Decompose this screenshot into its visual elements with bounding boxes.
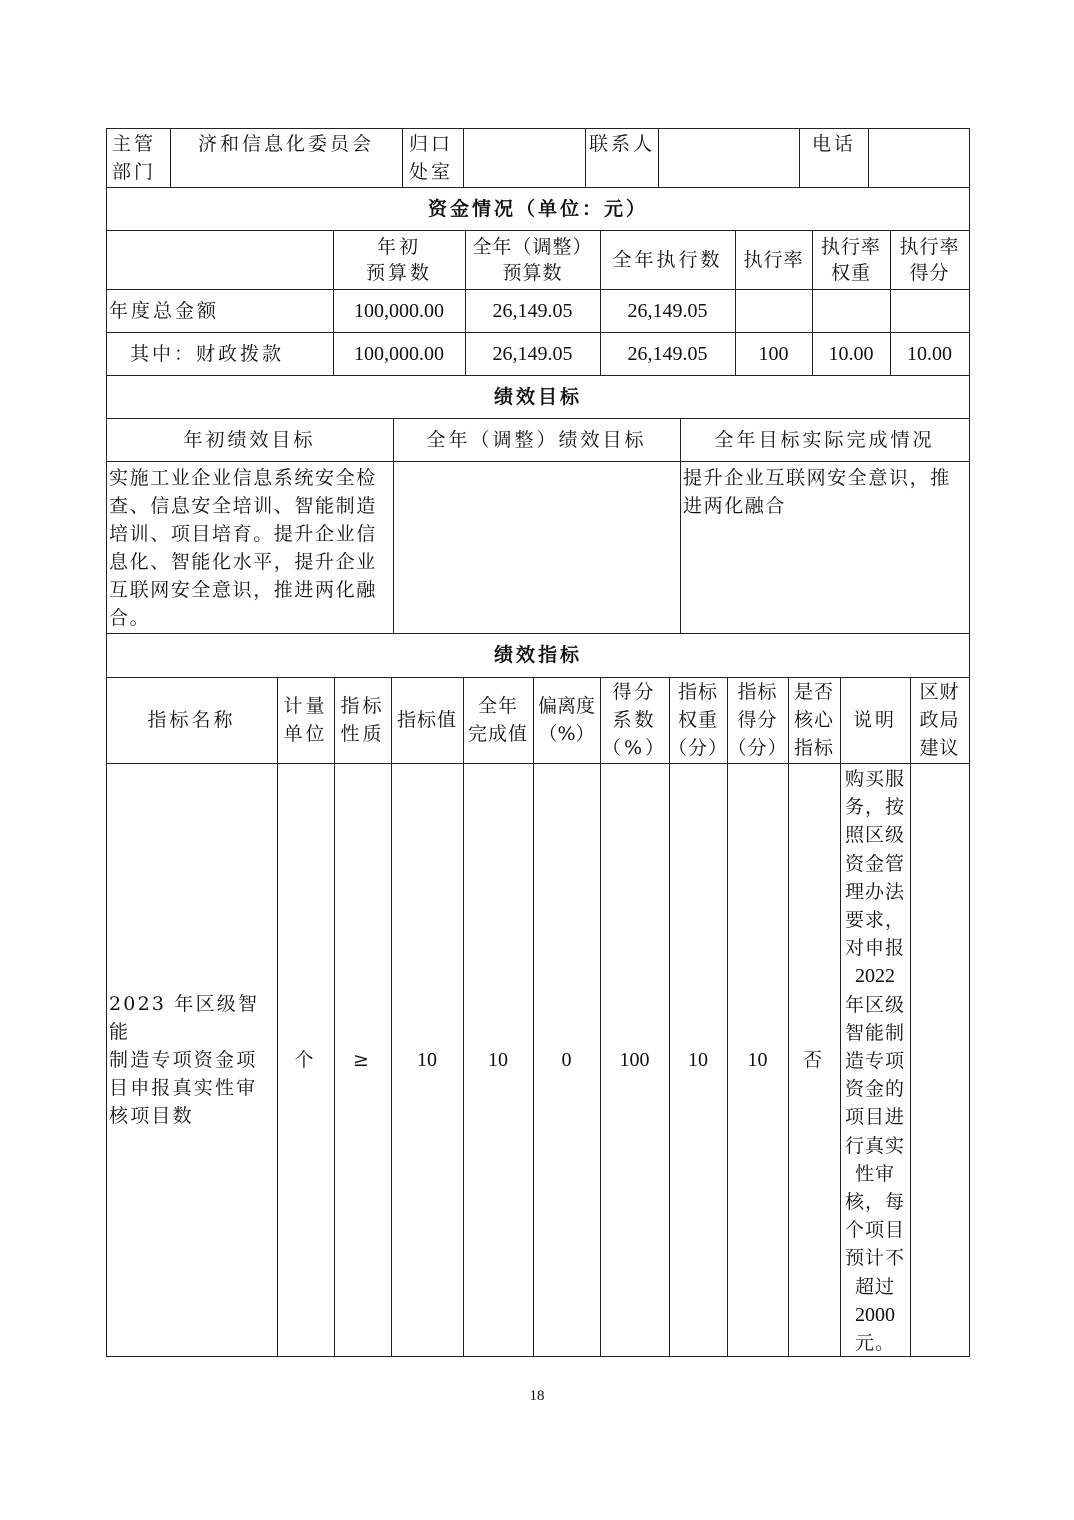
funds-row-exec-rate: [735, 289, 812, 332]
funds-row-executed: 26,149.05: [627, 299, 708, 322]
ind-row-weight: 10: [688, 1048, 708, 1071]
ind-row-coef: 100: [619, 1048, 650, 1071]
ind-header-nature: [334, 677, 391, 763]
dept-label-line: 部门: [112, 161, 157, 183]
text-line: 元。: [854, 1332, 895, 1355]
header-line: 性质: [340, 723, 385, 745]
text-line: 行真实: [844, 1134, 905, 1157]
text-line: 理办法: [844, 880, 905, 903]
text-line: 培训、项目培育。提升企业信: [109, 523, 377, 545]
header-line: 指标: [677, 681, 718, 703]
header-line: 全年（调整）: [472, 235, 593, 258]
grid-line: [658, 128, 659, 187]
header-line: 偏离度: [537, 695, 595, 717]
funds-row-rate-weight: [812, 289, 890, 332]
dept-label-line: 主管: [112, 133, 157, 155]
grid-line: [106, 128, 970, 129]
header-line: 全年: [477, 695, 518, 717]
funds-row-rate-weight: 10.00: [828, 342, 874, 365]
text-line: 查、信息安全培训、智能制造: [109, 495, 377, 517]
ind-row-target: 10: [417, 1048, 437, 1071]
grid-line: [969, 128, 970, 1357]
funds-row-rate-score: 10.00: [907, 342, 952, 365]
text-line: 核，每: [844, 1191, 905, 1214]
header-line: 得分: [909, 261, 950, 284]
header-line: 预算数: [365, 261, 432, 284]
funds-header-rate-weight: [812, 230, 890, 289]
office-label-line: 处室: [409, 161, 454, 183]
office-label: [409, 130, 463, 186]
header-line: 核心: [793, 709, 834, 731]
text-line: 项目进: [844, 1106, 905, 1129]
office-label-line: 归口: [409, 133, 454, 155]
funds-header-executed: 全年执行数: [612, 248, 723, 271]
text-line: 资金管: [844, 852, 905, 875]
funds-row-executed: 26,149.05: [627, 342, 708, 365]
funds-header-rate-score: [890, 230, 969, 289]
funds-row-label: 年度总金额: [109, 299, 220, 322]
dept-label: [112, 130, 168, 186]
ind-header-target: 指标值: [396, 709, 457, 731]
ind-row-deviation: 0: [561, 1048, 572, 1071]
ind-header-core: [788, 677, 840, 763]
text-line: 要求，: [844, 909, 905, 932]
grid-line: [868, 128, 869, 187]
grid-line: [106, 461, 970, 462]
goals-header-actual: 全年目标实际完成情况: [714, 428, 935, 451]
funds-header-initial-budget: [333, 230, 465, 289]
header-line: （分）: [668, 737, 729, 759]
header-line: 建议: [919, 737, 960, 759]
ind-row-suggestion: [910, 763, 969, 1356]
goals-section-title: 绩效目标: [493, 385, 582, 408]
text-line: 实施工业企业信息系统安全检: [109, 467, 377, 489]
header-line: 计量: [283, 695, 328, 717]
header-line: 完成值: [467, 723, 528, 745]
header-line: 政局: [919, 709, 960, 731]
grid-line: [402, 128, 403, 187]
funds-header-adjusted-budget: [465, 230, 600, 289]
ind-header-weight: [669, 677, 727, 763]
header-line: 预算数: [502, 261, 563, 284]
funds-header-exec-rate: 执行率: [743, 248, 804, 271]
text-line: 购买服: [844, 768, 905, 790]
ind-header-name: 指标名称: [147, 709, 236, 731]
funds-row-exec-rate: 100: [758, 342, 789, 365]
header-line: 权重: [677, 709, 718, 731]
ind-row-core: 否: [802, 1048, 825, 1071]
text-line: 预计不: [844, 1247, 905, 1270]
header-line: 权重: [830, 261, 871, 284]
text-line: 对申报: [844, 937, 905, 960]
phone-label: 电话: [812, 133, 857, 155]
ind-row-unit: 个: [294, 1048, 317, 1071]
funds-row-adjusted-budget: 26,149.05: [492, 342, 573, 365]
header-line: 执行率: [899, 235, 960, 258]
dept-value: 济和信息化委员会: [197, 133, 374, 155]
text-line: 互联网安全意识，推进两化融: [109, 579, 377, 601]
text-line: 超过: [854, 1275, 895, 1298]
contact-label: 联系人: [589, 133, 656, 155]
text-line: 2000: [855, 1303, 895, 1326]
header-line: 是否: [793, 681, 834, 703]
goals-initial-text: [109, 464, 393, 632]
goals-header-adjusted: 全年（调整）绩效目标: [426, 428, 647, 451]
ind-header-deviation: [533, 677, 600, 763]
page-number: 18: [529, 1388, 545, 1404]
text-line: 息化、智能化水平，提升企业: [109, 551, 377, 573]
header-line: （分）: [727, 737, 788, 759]
text-line: 进两化融合: [683, 495, 787, 517]
text-line: 核项目数: [109, 1104, 194, 1127]
grid-line: [799, 128, 800, 187]
text-line: 2023 年区级智能: [109, 992, 260, 1043]
ind-header-suggestion: [910, 677, 969, 763]
ind-row-name: [109, 763, 277, 1356]
funds-row-label: 其中：财政拨款: [130, 342, 285, 365]
funds-row-initial-budget: 100,000.00: [354, 299, 444, 322]
text-line: 造专项: [844, 1050, 905, 1073]
goals-actual-text: [683, 464, 969, 520]
header-line: 区财: [919, 681, 960, 703]
header-line: 得分: [612, 681, 657, 703]
header-line: （%）: [538, 723, 595, 745]
header-line: （%）: [601, 737, 668, 759]
indicators-section-title: 绩效指标: [493, 644, 582, 666]
header-line: 得分: [737, 709, 778, 731]
text-line: 智能制: [844, 1021, 905, 1044]
text-line: 性审: [854, 1162, 895, 1185]
text-line: 目申报真实性审: [109, 1076, 258, 1099]
header-line: 指标: [737, 681, 778, 703]
header-line: 年初: [376, 235, 421, 258]
funds-row-initial-budget: 100,000.00: [354, 342, 444, 365]
header-line: 执行率: [820, 235, 881, 258]
ind-row-note: [840, 765, 910, 1357]
ind-header-note: 说明: [852, 709, 897, 731]
funds-section-title: 资金情况（单位：元）: [427, 197, 648, 220]
header-line: 指标: [340, 695, 385, 717]
ind-row-actual: 10: [488, 1048, 508, 1071]
header-line: 系数: [612, 709, 657, 731]
text-line: 合。: [109, 607, 151, 629]
ind-header-coef: [600, 677, 669, 763]
text-line: 个项目: [844, 1219, 905, 1242]
goals-header-initial: 年初绩效目标: [183, 428, 316, 451]
header-line: 指标: [793, 737, 834, 759]
grid-line: [463, 128, 464, 187]
ind-row-score: 10: [747, 1048, 768, 1071]
funds-row-adjusted-budget: 26,149.05: [492, 299, 573, 322]
text-line: 提升企业互联网安全意识，推: [683, 467, 951, 489]
text-line: 照区级: [844, 824, 905, 847]
ind-header-unit: [277, 677, 334, 763]
text-line: 制造专项资金项: [109, 1048, 258, 1071]
text-line: 年区级: [844, 993, 905, 1016]
text-line: 务，按: [844, 796, 905, 819]
header-line: 单位: [283, 723, 328, 745]
ind-header-score: [727, 677, 788, 763]
text-line: 2022: [855, 965, 895, 988]
ind-header-actual: [463, 677, 533, 763]
grid-line: [585, 128, 586, 187]
funds-row-rate-score: [890, 289, 969, 332]
text-line: 资金的: [844, 1078, 905, 1101]
ind-row-nature: ≥: [353, 1048, 372, 1071]
